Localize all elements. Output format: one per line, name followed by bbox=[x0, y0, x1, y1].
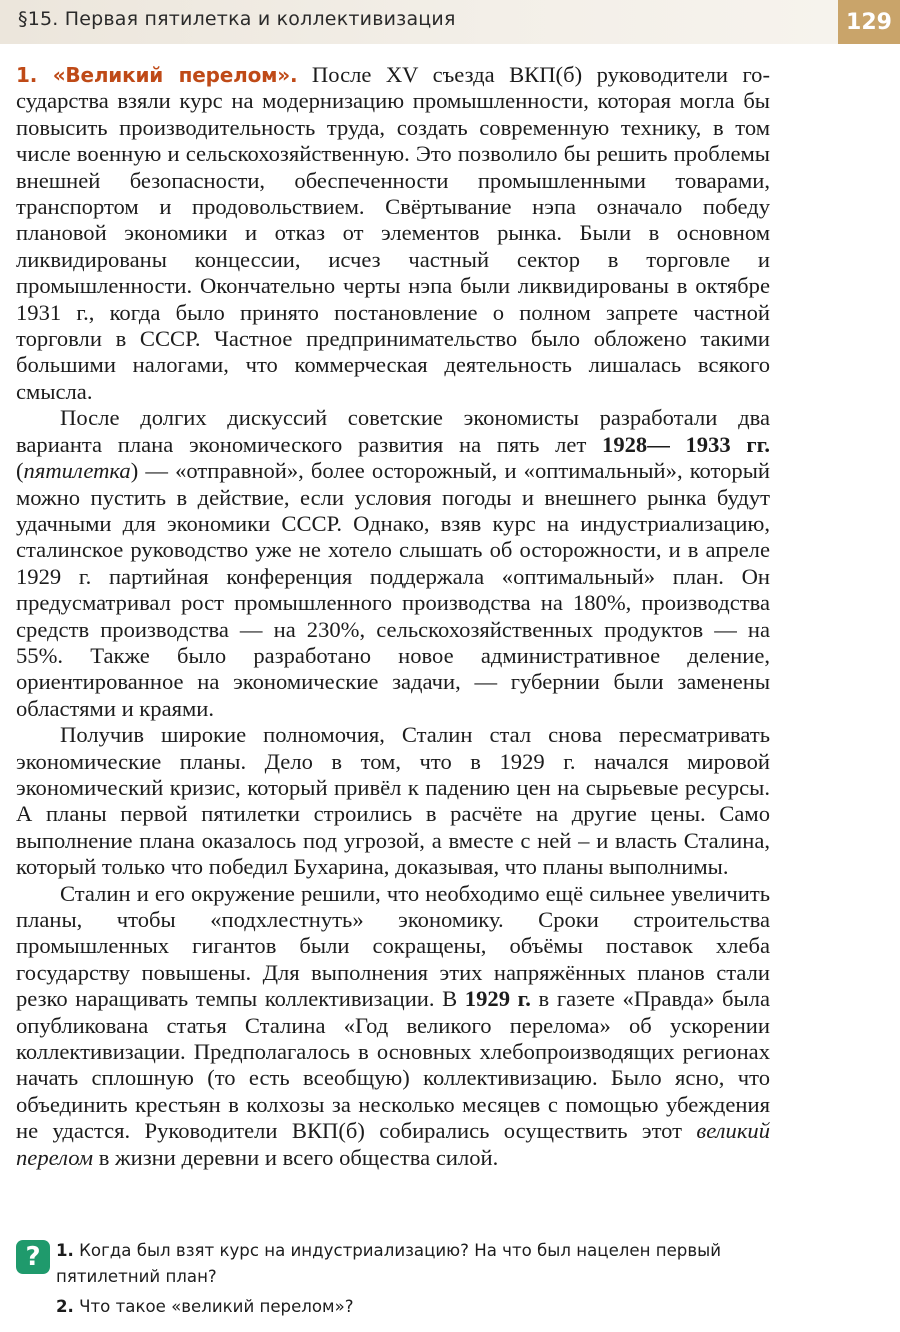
question-1-number: 1. bbox=[56, 1241, 74, 1260]
paragraph-3: Получив широкие полномочия, Сталин стал снова пересматривать экономические планы. Дело в том, что в 1929 г. начался мировой экономический кризис, который привёл к падению цен на сырьевые ресурсы. А планы первой пятилетки строились в расчёте на другие цены. Само выполнение плана оказалось под угрозой, а вместе с ней – и власть Сталина, который только что победил Бухарина, доказывая, что планы выполнимы. bbox=[16, 722, 770, 880]
question-2 bbox=[56, 1294, 354, 1320]
question-1-text: Когда был взят курс на индустриализацию? На что был нацелен первый пятилетний план? bbox=[56, 1241, 721, 1286]
paragraph-2-text-a: После долгих дискуссий советские экономисты разработали два варианта плана экономического развития на пять лет bbox=[16, 405, 770, 457]
paragraph-4-text-c: в жизни деревни и всего общества силой. bbox=[93, 1144, 499, 1170]
paragraph-4 bbox=[16, 881, 770, 1171]
page-header bbox=[0, 0, 900, 44]
paragraph-1 bbox=[16, 62, 770, 405]
paragraph-1-text: После XV съезда ВКП(б) руководители государства взяли курс на модернизацию промышленности, которая могла бы повысить производительность труда, создать современную технику, в том числе военную и сельскохозяйственную. Это позволило бы решить проблемы внешней безопасности, обеспеченности промышленными товарами, транспортом и продовольствием. Свёртывание нэпа означало победу плановой экономики и отказ от элементов рынка. Были в основном ликвидированы концессии, исчез частный сектор в торговле и промышленности. Окончательно черты нэпа были ликвидированы в октябре 1931 г., когда было принято постановление о полном запрете частной торговли в СССР. Частное предпринимательство было обложено такими большими налогами, что коммерческая деятельность лишалась всякого смысла. bbox=[16, 62, 771, 404]
page-number: 129 bbox=[838, 0, 900, 44]
paragraph-2-text-c: ) — «отправной», более осторожный, и «оптимальный», который можно пустить в действие, если условия погоды и внешнего рынка будут удачными для экономики СССР. Однако, взяв курс на индустриализацию, сталинское руководство уже не хотело слышать об осторожности, и в апреле 1929 г. партийная конференция поддержала «оптимальный» план. Он предусматривал рост промышленного производства на 180%, производства средств производства — на 230%, сельскохозяйственных продуктов — на 55%. Также было разработано новое административное деление, ориентированное на экономические задачи, — губернии были заменены областями и краями. bbox=[16, 458, 770, 721]
paragraph-4-italic-term: великий перелом bbox=[16, 1118, 770, 1170]
paragraph-4-bold-year: 1929 г. bbox=[464, 986, 531, 1012]
question-2-number: 2. bbox=[56, 1297, 74, 1316]
chapter-title: §15. Первая пятилетка и коллективизация bbox=[18, 8, 456, 30]
paragraph-2-bold-years: 1928— 1933 гг. bbox=[602, 431, 770, 457]
paragraph-2 bbox=[16, 405, 770, 722]
paragraph-4-text-b: в газете «Правда» была опубликована статья Сталина «Год великого перелома» об ускорении коллективизации. Предполагалось в основных хлебопроизводящих регионах начать сплошную (то есть всеобщую) коллективизацию. Было ясно, что объединить крестьян в колхозы за несколько месяцев с помощью убеждения не удастся. Руководители ВКП(б) собирались осуществить этот bbox=[16, 986, 771, 1144]
paragraph-2-italic-term: пятилетка bbox=[23, 458, 131, 484]
paragraph-2-text-b: ( bbox=[16, 458, 24, 484]
section-body bbox=[16, 62, 770, 1171]
section-heading: 1. «Великий перелом». bbox=[16, 63, 298, 87]
paragraph-4-text-a: Сталин и его окружение решили, что необходимо ещё сильнее увеличить планы, чтобы «подхлестнуть» экономику. Сроки строительства промышленных гигантов были сокращены, объёмы поставок хлеба государству повышены. Для выполнения этих напряжённых планов стали резко наращивать темпы коллективизации. В bbox=[16, 880, 770, 1012]
question-mark-icon: ? bbox=[16, 1240, 50, 1274]
question-1 bbox=[56, 1238, 776, 1290]
question-2-text: Что такое «великий перелом»? bbox=[79, 1297, 354, 1316]
